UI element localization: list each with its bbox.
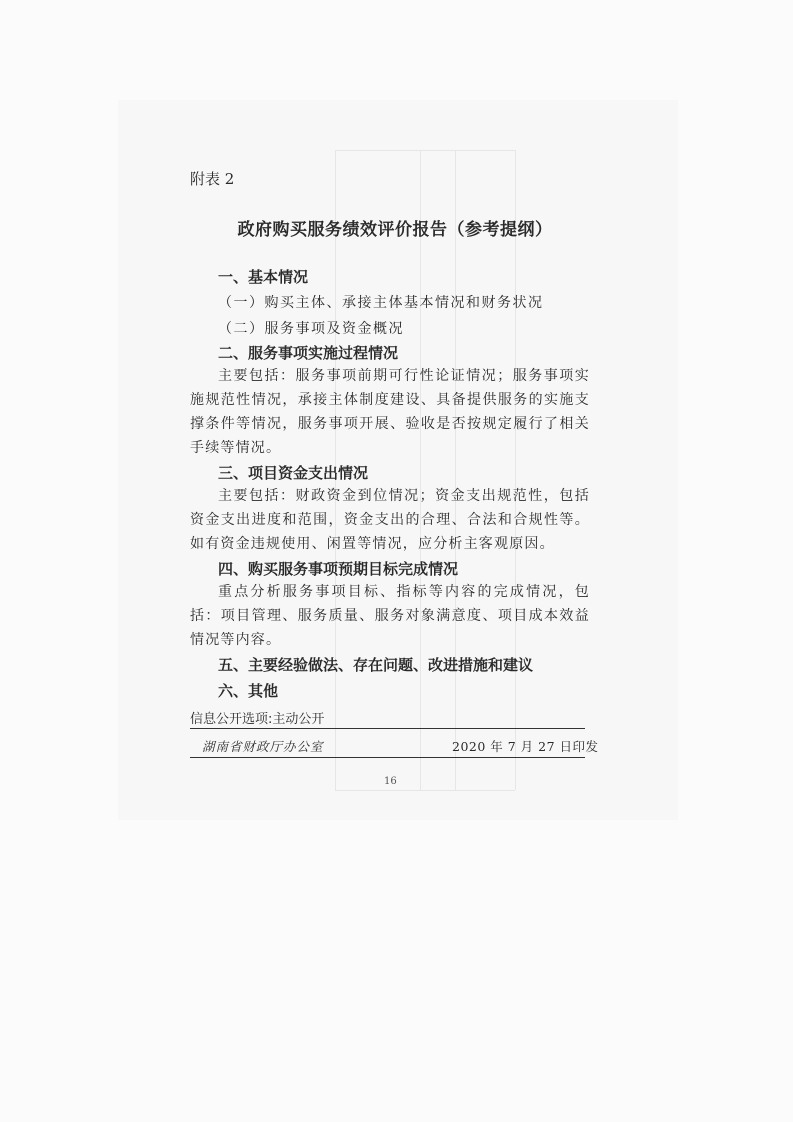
document-title: 政府购买服务绩效评价报告（参考提纲） <box>237 220 553 240</box>
section-heading: 六、其他 <box>218 682 279 700</box>
section-heading: 四、购买服务事项预期目标完成情况 <box>218 560 459 578</box>
issuing-office: 湖南省财政厅办公室 <box>202 739 324 754</box>
bleed-through-line <box>335 150 515 151</box>
disclosure-option: 信息公开选项:主动公开 <box>190 712 325 727</box>
section-paragraph: 主要包括：服务事项前期可行性论证情况；服务事项实施规范性情况，承接主体制度建设、具备提供服务的实施支撑条件等情况，服务事项开展、验收是否按规定履行了相关手续等情况。 <box>190 368 590 456</box>
subsection: （二）服务事项及资金概况 <box>218 321 404 337</box>
section-paragraph: 主要包括：财政资金到位情况；资金支出规范性，包括资金支出进度和范围，资金支出的合理、合法和合规性等。如有资金违规使用、闲置等情况，应分析主客观原因。 <box>190 488 590 552</box>
print-date: 2020 年 7 月 27 日印发 <box>452 739 599 754</box>
section-heading: 五、主要经验做法、存在问题、改进措施和建议 <box>218 656 534 674</box>
bleed-through-line <box>515 150 516 790</box>
page-number: 16 <box>384 776 397 787</box>
section-paragraph: 重点分析服务事项目标、指标等内容的完成情况，包括：项目管理、服务质量、服务对象满意度、项目成本效益情况等内容。 <box>190 584 590 648</box>
section-heading: 三、项目资金支出情况 <box>218 464 369 482</box>
annex-label: 附表 2 <box>190 170 235 188</box>
section-heading: 二、服务事项实施过程情况 <box>218 344 399 362</box>
divider <box>190 757 585 758</box>
divider <box>190 728 585 729</box>
bleed-through-line <box>420 150 421 790</box>
bleed-through-line <box>455 150 456 790</box>
section-heading: 一、基本情况 <box>218 268 309 286</box>
bleed-through-line <box>335 790 515 791</box>
subsection: （一）购买主体、承接主体基本情况和财务状况 <box>218 295 544 311</box>
